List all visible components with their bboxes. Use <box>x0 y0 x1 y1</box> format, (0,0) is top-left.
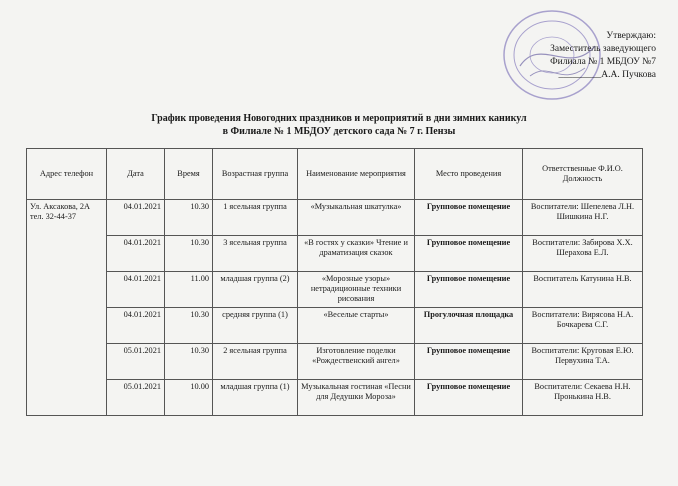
place-cell: Групповое помещение <box>415 236 523 272</box>
time-cell: 10.30 <box>165 236 213 272</box>
responsible-cell: Воспитатели: Секаева Н.Н. Пронькина Н.В. <box>523 380 643 416</box>
schedule-table <box>26 148 643 416</box>
header-event-name: Наименование мероприятия <box>298 149 415 200</box>
place-cell: Групповое помещение <box>415 272 523 308</box>
approval-block <box>550 30 656 82</box>
header-age-group: Возрастная группа <box>213 149 298 200</box>
document-title <box>40 112 638 138</box>
table-row <box>27 308 643 344</box>
event-cell: Музыкальная гостиная «Песни для Дедушки Мороза» <box>298 380 415 416</box>
approval-line-4: _________А.А. Пучкова <box>558 70 656 80</box>
event-cell: «Музыкальная шкатулка» <box>298 200 415 236</box>
time-cell: 11.00 <box>165 272 213 308</box>
time-cell: 10.30 <box>165 200 213 236</box>
header-place: Место проведения <box>415 149 523 200</box>
responsible-cell: Воспитатель Катунина Н.В. <box>523 272 643 308</box>
event-cell: «Веселые старты» <box>298 308 415 344</box>
responsible-cell: Воспитатели: Вирясова Н.А. Бочкарева С.Г. <box>523 308 643 344</box>
table-row <box>27 200 643 236</box>
header-responsible: Ответственные Ф.И.О. Должность <box>523 149 643 200</box>
header-time: Время <box>165 149 213 200</box>
approval-line-1: Утверждаю: <box>606 31 656 41</box>
header-date: Дата <box>107 149 165 200</box>
responsible-cell: Воспитатели: Круговая Е.Ю. Первухина Т.А. <box>523 344 643 380</box>
place-cell: Групповое помещение <box>415 380 523 416</box>
event-cell: «Морозные узоры» нетрадиционные техники рисования <box>298 272 415 308</box>
event-cell: Изготовление поделки «Рождественский ангел» <box>298 344 415 380</box>
group-cell: средняя группа (1) <box>213 308 298 344</box>
date-cell: 04.01.2021 <box>107 236 165 272</box>
table-header-row <box>27 149 643 200</box>
time-cell: 10.00 <box>165 380 213 416</box>
address-street: Ул. Аксакова, 2А <box>30 202 91 211</box>
address-phone: тел. 32-44-37 <box>30 212 77 221</box>
responsible-cell: Воспитатели: Шепелева Л.Н. Шишкина Н.Г. <box>523 200 643 236</box>
group-cell: 3 ясельная группа <box>213 236 298 272</box>
place-cell: Прогулочная площадка <box>415 308 523 344</box>
header-address: Адрес телефон <box>27 149 107 200</box>
event-cell: «В гостях у сказки» Чтение и драматизация сказок <box>298 236 415 272</box>
group-cell: 2 ясельная группа <box>213 344 298 380</box>
date-cell: 04.01.2021 <box>107 308 165 344</box>
date-cell: 05.01.2021 <box>107 380 165 416</box>
group-cell: младшая группа (1) <box>213 380 298 416</box>
group-cell: 1 ясельная группа <box>213 200 298 236</box>
time-cell: 10.30 <box>165 344 213 380</box>
date-cell: 04.01.2021 <box>107 272 165 308</box>
place-cell: Групповое помещение <box>415 200 523 236</box>
title-line-2: в Филиале № 1 МБДОУ детского сада № 7 г. Пензы <box>222 126 456 137</box>
approval-line-2: Заместитель заведующего <box>550 44 656 54</box>
place-cell: Групповое помещение <box>415 344 523 380</box>
approval-line-3: Филиала № 1 МБДОУ №7 <box>550 57 656 67</box>
responsible-cell: Воспитатели: Забирова Х.Х. Шерахова Е.Л. <box>523 236 643 272</box>
group-cell: младшая группа (2) <box>213 272 298 308</box>
time-cell: 10.30 <box>165 308 213 344</box>
date-cell: 04.01.2021 <box>107 200 165 236</box>
address-cell <box>27 200 107 416</box>
table-row <box>27 380 643 416</box>
table-row <box>27 236 643 272</box>
title-line-1: График проведения Новогодних праздников и мероприятий в дни зимних каникул <box>151 113 527 124</box>
table-row <box>27 344 643 380</box>
table-row <box>27 272 643 308</box>
date-cell: 05.01.2021 <box>107 344 165 380</box>
